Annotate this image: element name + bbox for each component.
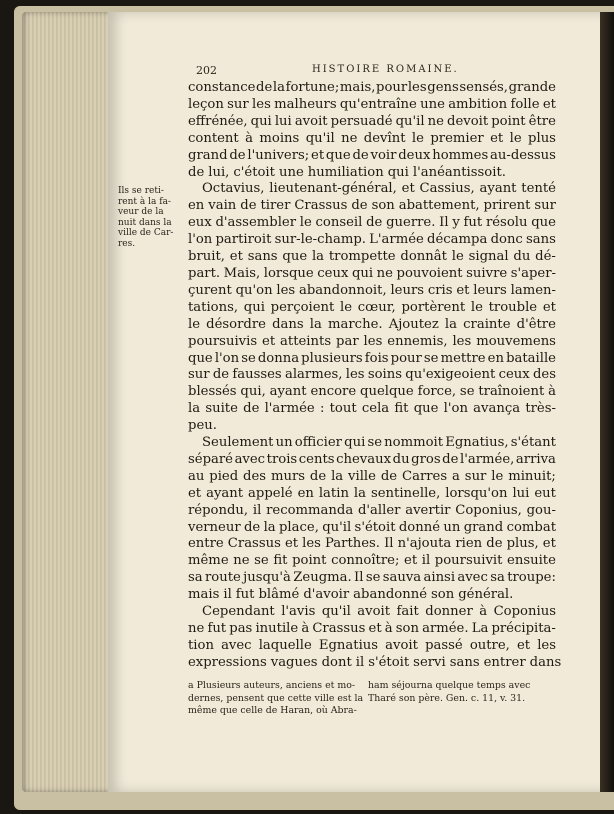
page-number: 202 [196, 64, 217, 77]
text-line: part. Mais, lorsque ceux qui ne pouvoient suivre s'aper- [188, 265, 556, 281]
text-line: en vain de tirer Crassus de son abattement, prirent sur [188, 198, 556, 214]
footnote-line: a Plusieurs auteurs, anciens et mo- [188, 680, 356, 691]
text-line: tations, qui perçoient le cœur, portèrent le trouble et [188, 299, 556, 315]
text-line: sur de fausses alarmes, les soins qu'exigeoient ceux des [188, 367, 556, 383]
text-line: çurent qu'on les abandonnoit, leurs cris et leurs lamen- [188, 282, 556, 298]
text-line: constance de la fortune; mais, pour les gens sensés, grande [188, 80, 556, 95]
body-text [188, 80, 562, 672]
text-line: eux d'assembler le conseil de guerre. Il y fut résolu que [188, 215, 556, 231]
text-line: sa route jusqu'à Zeugma. Il se sauva ainsi avec sa troupe: [188, 570, 556, 586]
text-line: content à moins qu'il ne devînt le premier et le plus [188, 130, 556, 146]
text-line: bruit, et sans que la trompette donnât le signal du dé- [188, 249, 556, 265]
text-line: même ne se fit point connoître; et il poursuivit ensuite [188, 553, 556, 569]
margin-note-line: Ils se reti- [118, 186, 164, 196]
text-line: effrénée, qui lui avoit persuadé qu'il ne devoit point être [188, 113, 556, 129]
text-line: verneur de la place, qu'il s'étoit donné un grand combat [188, 519, 556, 535]
text-line: le désordre dans la marche. Ajoutez la crainte d'être [188, 316, 556, 332]
text-line: au pied des murs de la ville de Carres a sur le minuit; [188, 468, 556, 484]
text-line: l'on partiroit sur-le-champ. L'armée décampa donc sans [188, 232, 556, 248]
page-edges [22, 12, 114, 792]
text-line: Cependant l'avis qu'il avoit fait donner à Coponius [202, 604, 556, 620]
margin-note-line: rent à la fa- [118, 196, 171, 207]
text-line: entre Crassus et les Parthes. Il n'ajouta rien de plus, et [188, 536, 556, 552]
text-line: la suite de l'armée : tout cela fit que l'on avança très- [188, 401, 556, 417]
margin-note [118, 186, 186, 250]
footnote-line: même que celle de Haran, où Abra- [188, 705, 357, 717]
footnote-left [188, 680, 364, 718]
margin-note-line: veur de la [118, 207, 164, 218]
text-line: peu. [188, 418, 217, 434]
book-spine-shadow [600, 12, 614, 792]
text-line: poursuivis et atteints par les ennemis, les mouvemens [188, 333, 556, 349]
text-line: Octavius, lieutenant-général, et Cassius, ayant tenté [202, 181, 556, 197]
text-line: Seulement un officier qui se nommoit Egnatius, s'étant [202, 435, 556, 451]
footnote-line: ham séjourna quelque temps avec [368, 680, 531, 691]
text-line: mais il fut blâmé d'avoir abandonné son général. [188, 587, 514, 603]
margin-note-line: nuit dans la [118, 217, 172, 228]
text-line: grand de l'univers; et que de voir deux hommes au-dessus [188, 147, 556, 163]
text-line: blessés qui, ayant encore quelque force, se traînoient à [188, 384, 556, 400]
text-line: leçon sur les malheurs qu'entraîne une ambition folle et [188, 96, 556, 112]
footnote-line: Tharé son père. Gen. c. 11, v. 31. [368, 692, 526, 704]
footnote-line: dernes, pensent que cette ville est la [188, 692, 364, 704]
text-line: ne fut pas inutile à Crassus et à son armée. La précipita- [188, 621, 556, 636]
page-header [196, 64, 556, 80]
text-line: répondu, il recommanda d'aller avertir Coponius, gou- [188, 502, 556, 518]
margin-note-line: ville de Car- [118, 228, 174, 239]
running-head: HISTOIRE ROMAINE. [312, 64, 459, 75]
footnote-right [368, 680, 558, 705]
text-line: que l'on se donna plusieurs fois pour se mettre en bataille [188, 350, 556, 366]
text-line: séparé avec trois cents chevaux du gros de l'armée, arriva [188, 451, 556, 467]
text-line: de lui, c'étoit une humiliation qui l'anéantissoit. [188, 164, 506, 180]
margin-note-line: res. [118, 238, 136, 249]
text-line: tion avec laquelle Egnatius avoit passé outre, et les [188, 637, 556, 653]
text-line: expressions vagues dont il s'étoit servi sans entrer dans [188, 654, 562, 670]
text-line: et ayant appelé en latin la sentinelle, lorsqu'on lui eut [188, 485, 556, 501]
